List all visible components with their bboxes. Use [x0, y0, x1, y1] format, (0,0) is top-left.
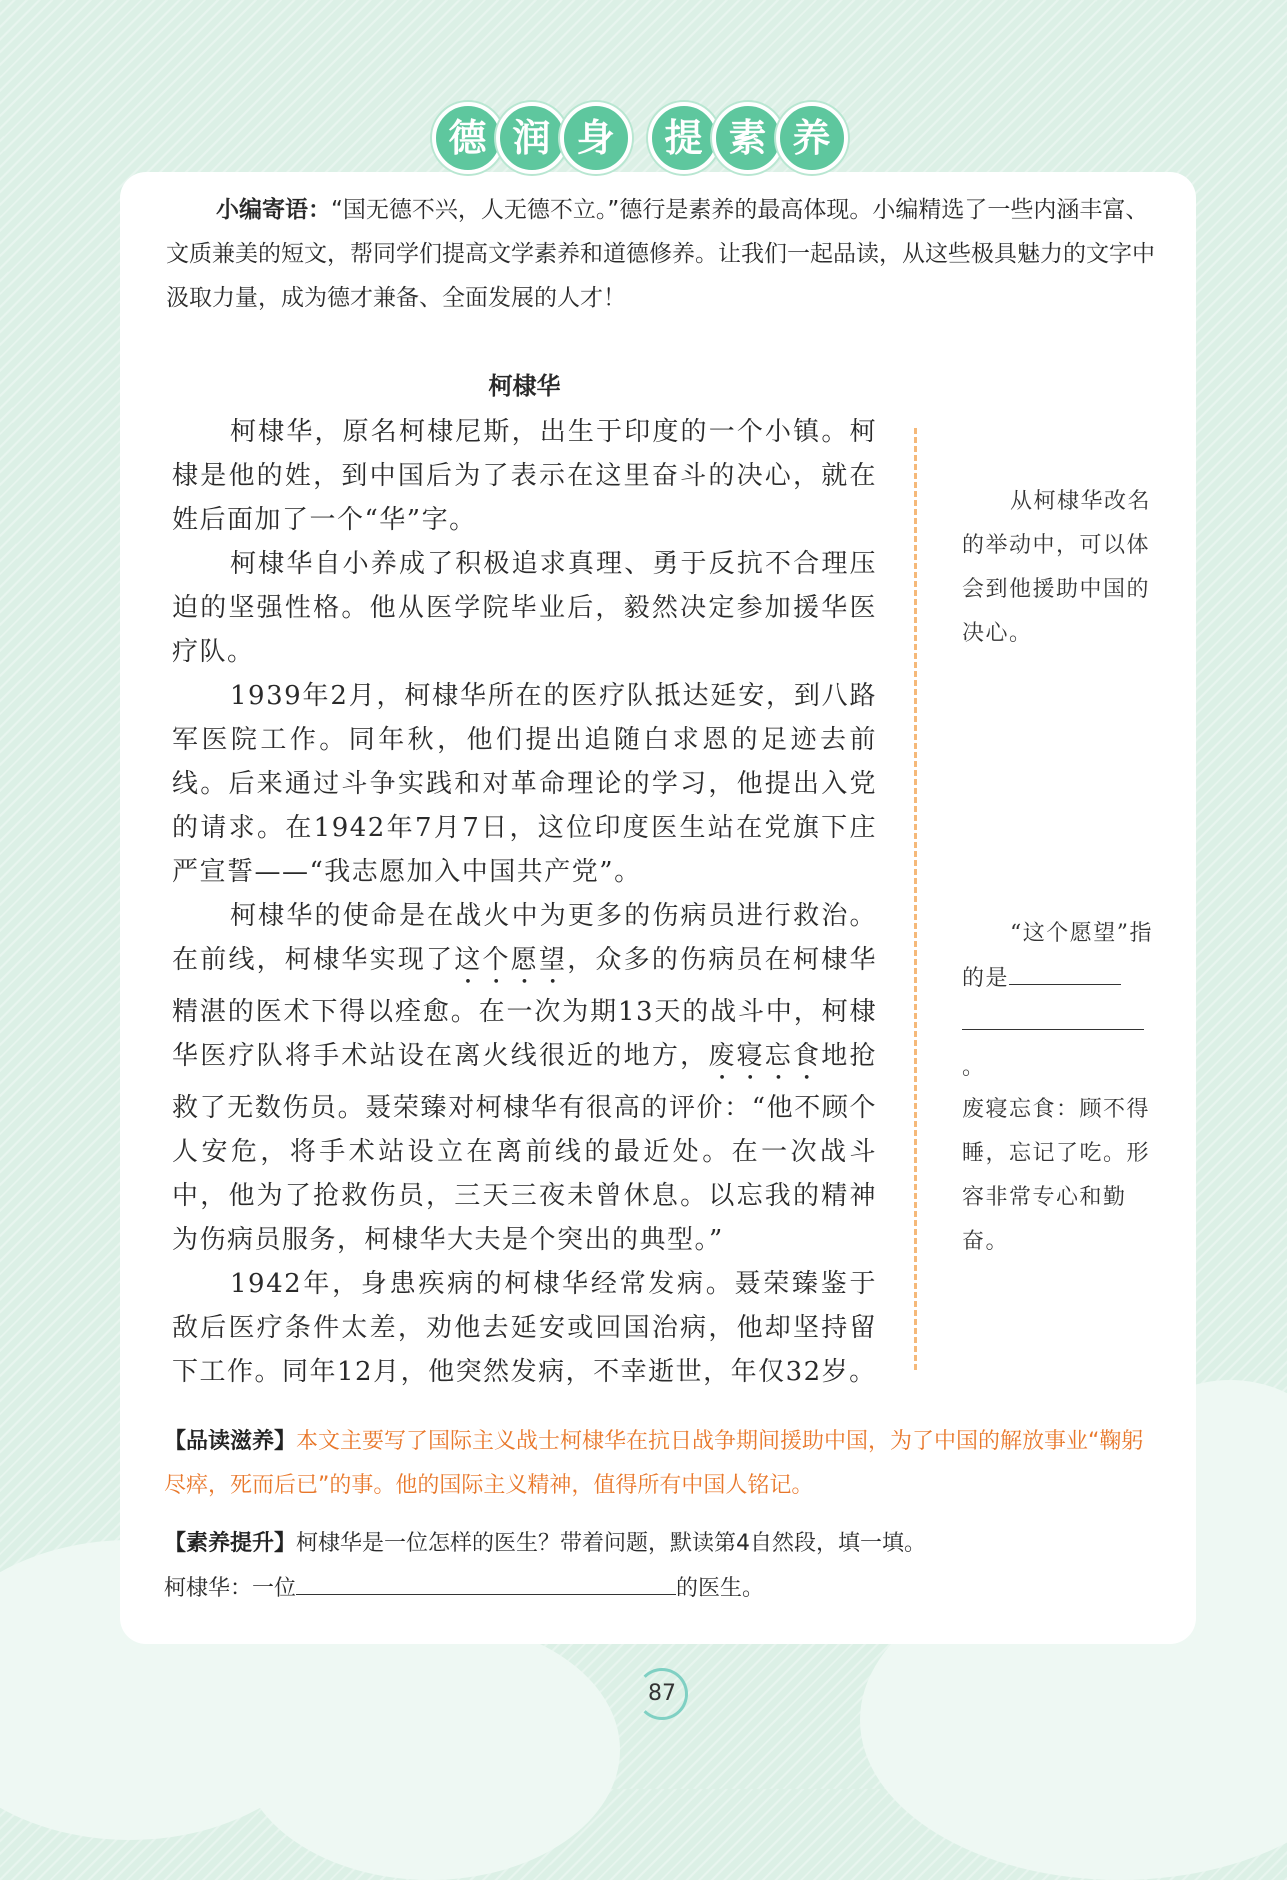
side-note-3-text: 废寝忘食：顾不得睡，忘记了吃。形容非常专心和勤奋。: [962, 1097, 1151, 1254]
reading-section: [164, 1420, 1164, 1508]
article-paragraph-5: 1942年，身患疾病的柯棣华经常发病。聂荣臻鉴于敌后医疗条件太差，劝他去延安或回国治病，他却坚持留下工作。同年12月，他突然发病，不幸逝世，年仅32岁。: [172, 1269, 877, 1387]
article-paragraph-2: 柯棣华自小养成了积极追求真理、勇于反抗不合理压迫的坚强性格。他从医学院毕业后，毅然决定参加援华医疗队。: [172, 549, 877, 667]
article-paragraph-3: 1939年2月，柯棣华所在的医疗队抵达延安，到八路军医院工作。同年秋，他们提出追随白求恩的足迹去前线。后来通过斗争实践和对革命理论的学习，他提出入党的请求。在1942年7月7日，这位印度医生站在党旗下庄严宣誓——“我志愿加入中国共产党”。: [172, 681, 877, 887]
emphasized-phrase-wish: 这个愿望: [454, 945, 568, 975]
side-note-2: [962, 912, 1162, 1090]
paragraph-4-text-c: 地抢救了无数伤员。聂荣臻对柯棣华有很高的评价：“他不顾个人安危，将手术站设立在离前线的最近处。在一次战斗中，他为了抢救伤员，三天三夜未曾休息。以忘我的精神为伤病员服务，柯棣华大夫是个突出的典型。”: [172, 1041, 877, 1255]
article-paragraph-1: 柯棣华，原名柯棣尼斯，出生于印度的一个小镇。柯棣是他的姓，到中国后为了表示在这里奋斗的决心，就在姓后面加了一个“华”字。: [172, 417, 877, 535]
article-paragraph-4: [172, 894, 877, 1262]
answer-suffix: 的医生。: [676, 1576, 765, 1601]
margin-divider: [914, 428, 917, 1370]
paragraph-4-text-a: 柯棣华的使命是在战火中为更多的伤病员进行救治。在前线，柯棣华实现了: [172, 901, 877, 975]
side-note-2-end: 。: [962, 1055, 986, 1080]
wish-answer-blank-2[interactable]: [962, 1001, 1144, 1030]
banner-char: 提: [648, 102, 720, 174]
improve-section: [164, 1522, 1164, 1611]
banner-char: 德: [432, 102, 504, 174]
reading-text: 本文主要写了国际主义战士柯棣华在抗日战争期间援助中国，为了中国的解放事业“鞠躬尽瘁，死而后已”的事。他的国际主义精神，值得所有中国人铭记。: [164, 1429, 1144, 1498]
cloud-decoration: [240, 1620, 620, 1880]
page-number: 87: [636, 1668, 688, 1720]
banner-char: 润: [496, 102, 568, 174]
section-banner: [0, 102, 1287, 174]
banner-group-right: [656, 102, 848, 174]
banner-group-left: [440, 102, 632, 174]
side-note-2-text: “这个愿望”指的是: [962, 921, 1153, 991]
reading-label: 【品读滋养】: [164, 1429, 297, 1454]
editor-note-text: “国无德不兴，人无德不立。”德行是素养的最高体现。小编精选了一些内涵丰富、文质兼美的短文，帮同学们提高文学素养和道德修养。让我们一起品读，从这些极具魅力的文字中汲取力量，成为德才兼备、全面发展的人才！: [166, 197, 1155, 311]
side-note-1-text: 从柯棣华改名的举动中，可以体会到他援助中国的决心。: [962, 489, 1152, 646]
banner-char: 养: [776, 102, 848, 174]
answer-prefix: 柯棣华：一位: [164, 1576, 297, 1601]
banner-char: 素: [712, 102, 784, 174]
side-note-3: [962, 1088, 1162, 1264]
improve-label: 【素养提升】: [164, 1531, 297, 1556]
editor-note: [166, 188, 1156, 320]
doctor-answer-blank[interactable]: [296, 1566, 676, 1595]
editor-note-label: 小编寄语：: [216, 197, 331, 223]
side-note-1: [962, 480, 1162, 656]
paragraph-4-text-b: ，众多的伤病员在柯棣华精湛的医术下得以痊愈。在一次为期13天的战斗中，柯棣华医疗队将手术站设在离火线很近的地方，: [172, 945, 877, 1071]
banner-char: 身: [560, 102, 632, 174]
improve-question: 柯棣华是一位怎样的医生？带着问题，默读第4自然段，填一填。: [296, 1531, 927, 1556]
emphasized-phrase-feiqin: 废寝忘食: [708, 1041, 822, 1071]
article-title: 柯棣华: [488, 372, 561, 400]
wish-answer-blank-1[interactable]: [1009, 956, 1121, 985]
article-body: [172, 410, 877, 1394]
